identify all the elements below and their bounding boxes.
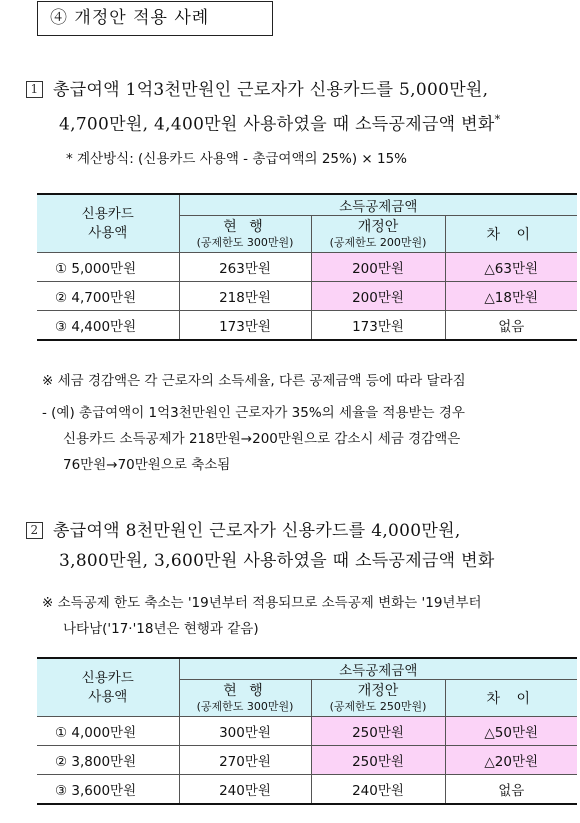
row-current: 263만원 [179,253,311,282]
row-revised: 240만원 [311,775,445,804]
row-diff: 없음 [445,311,577,340]
section-title: ④ 개정안 적용 사례 [37,1,273,36]
row-current: 218만원 [179,282,311,311]
row-revised: 250만원 [311,746,445,775]
example-note-line3: 76만원→70만원으로 축소됨 [63,457,231,473]
case2-number-box: 2 [26,522,43,539]
table-row [37,775,577,804]
row-revised: 173만원 [311,311,445,340]
case2-note-line1: ※ 소득공제 한도 축소는 '19년부터 적용되므로 소득공제 변화는 '19년부터 [42,595,482,611]
case1-footnote-mark: * [494,113,501,126]
table-row [37,253,577,282]
table-row [37,282,577,311]
case1-table [37,193,577,341]
case1-calc-note: * 계산방식: (신용카드 사용액 - 총급여액의 25%) × 15% [66,151,408,167]
table-header-usage: 신용카드 사용액 [37,194,179,253]
row-label: ② 4,700만원 [37,282,179,311]
table-row [37,746,577,775]
case2-heading-line1: 총급여액 8천만원인 근로자가 신용카드를 4,000만원, [53,521,461,541]
case1-number-box: 1 [26,81,43,98]
example-note-line1: - (예) 총급여액이 1억3천만원인 근로자가 35%의 세율을 적용받는 경우 [42,405,465,421]
table-header-revised: 개정안 (공제한도 200만원) [311,216,445,253]
case1-heading [26,75,576,140]
row-diff: △50만원 [445,717,577,746]
row-diff: 없음 [445,775,577,804]
row-current: 300만원 [179,717,311,746]
table-row [37,717,577,746]
row-revised: 200만원 [311,253,445,282]
case2-heading [26,516,576,576]
row-label: ③ 4,400만원 [37,311,179,340]
row-current: 173만원 [179,311,311,340]
table-header-usage: 신용카드 사용액 [37,658,179,717]
table-header-group: 소득공제금액 [179,658,577,680]
table-header-current: 현 행 (공제한도 300만원) [179,216,311,253]
row-label: ① 4,000만원 [37,717,179,746]
case2-note-line2: 나타남('17·'18년은 현행과 같음) [63,621,259,637]
table-header-current: 현 행 (공제한도 300만원) [179,680,311,717]
case1-heading-line1: 총급여액 1억3천만원인 근로자가 신용카드를 5,000만원, [53,80,489,100]
row-diff: △18만원 [445,282,577,311]
row-current: 240만원 [179,775,311,804]
case1-heading-line2: 4,700만원, 4,400만원 사용하였을 때 소득공제금액 변화 [59,114,495,135]
case2-heading-line2: 3,800만원, 3,600만원 사용하였을 때 소득공제금액 변화 [59,551,495,571]
row-label: ① 5,000만원 [37,253,179,282]
table-header-diff: 차 이 [445,680,577,717]
row-diff: △63만원 [445,253,577,282]
row-revised: 200만원 [311,282,445,311]
table-header-revised: 개정안 (공제한도 250만원) [311,680,445,717]
table-header-diff: 차 이 [445,216,577,253]
row-label: ② 3,800만원 [37,746,179,775]
example-note [42,400,465,478]
table-header-group: 소득공제금액 [179,194,577,216]
case2-note [42,590,482,642]
example-note-line2: 신용카드 소득공제가 218만원→200만원으로 감소시 세금 경감액은 [63,431,461,447]
row-label: ③ 3,600만원 [37,775,179,804]
row-diff: △20만원 [445,746,577,775]
row-revised: 250만원 [311,717,445,746]
table-row [37,311,577,340]
row-current: 270만원 [179,746,311,775]
case2-table [37,657,577,805]
tax-reduction-note: ※ 세금 경감액은 각 근로자의 소득세율, 다른 공제금액 등에 따라 달라짐 [42,373,466,389]
